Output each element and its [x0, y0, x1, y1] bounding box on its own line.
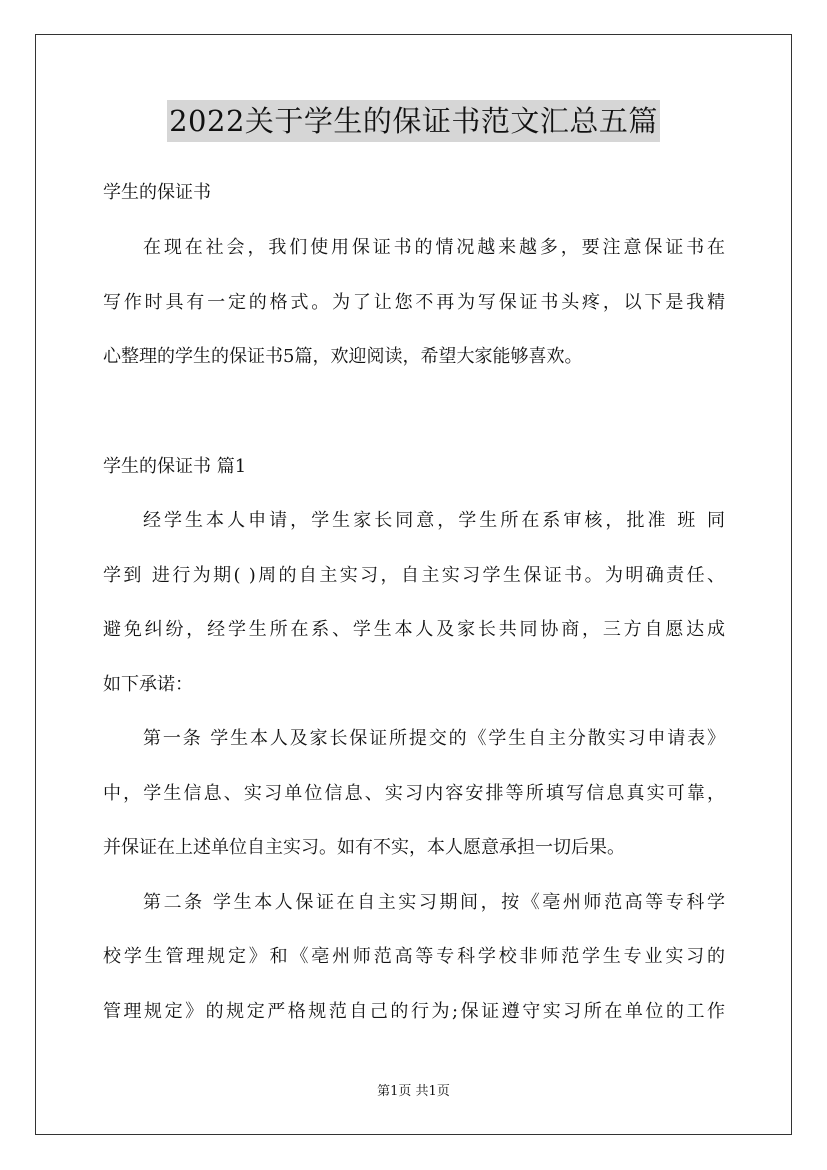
paragraph-line: 中，学生信息、实习单位信息、实习内容安排等所填写信息真实可靠， [103, 783, 725, 804]
paragraph-line: 避免纠纷，经学生所在系、学生本人及家长共同协商，三方自愿达成 [103, 619, 725, 640]
section-heading: 学生的保证书 [103, 182, 211, 203]
paragraph-line: 第一条 学生本人及家长保证所提交的《学生自主分散实习申请表》 [143, 728, 725, 749]
paragraph-line: 经学生本人申请，学生家长同意，学生所在系审核，批准 班 同 [143, 510, 725, 531]
title-container [0, 100, 827, 142]
paragraph-line: 写作时具有一定的格式。为了让您不再为写保证书头疼，以下是我精 [103, 292, 725, 313]
paragraph-line: 管理规定》的规定严格规范自己的行为;保证遵守实习所在单位的工作 [103, 1001, 725, 1022]
paragraph-line: 如下承诺： [103, 674, 193, 695]
section-heading: 学生的保证书 篇1 [103, 456, 247, 477]
document-title: 2022关于学生的保证书范文汇总五篇 [167, 100, 660, 142]
paragraph-line: 并保证在上述单位自主实习。如有不实，本人愿意承担一切后果。 [103, 837, 625, 858]
paragraph-line: 第二条 学生本人保证在自主实习期间，按《亳州师范高等专科学 [143, 892, 725, 913]
paragraph-line: 校学生管理规定》和《亳州师范高等专科学校非师范学生专业实习的 [103, 946, 725, 967]
paragraph-line: 心整理的学生的保证书5篇，欢迎阅读，希望大家能够喜欢。 [103, 346, 583, 367]
page-footer: 第1页 共1页 [377, 1084, 450, 1099]
paragraph-line: 在现在社会，我们使用保证书的情况越来越多，要注意保证书在 [143, 237, 725, 258]
paragraph-line: 学到 进行为期( )周的自主实习，自主实习学生保证书。为明确责任、 [103, 565, 725, 586]
